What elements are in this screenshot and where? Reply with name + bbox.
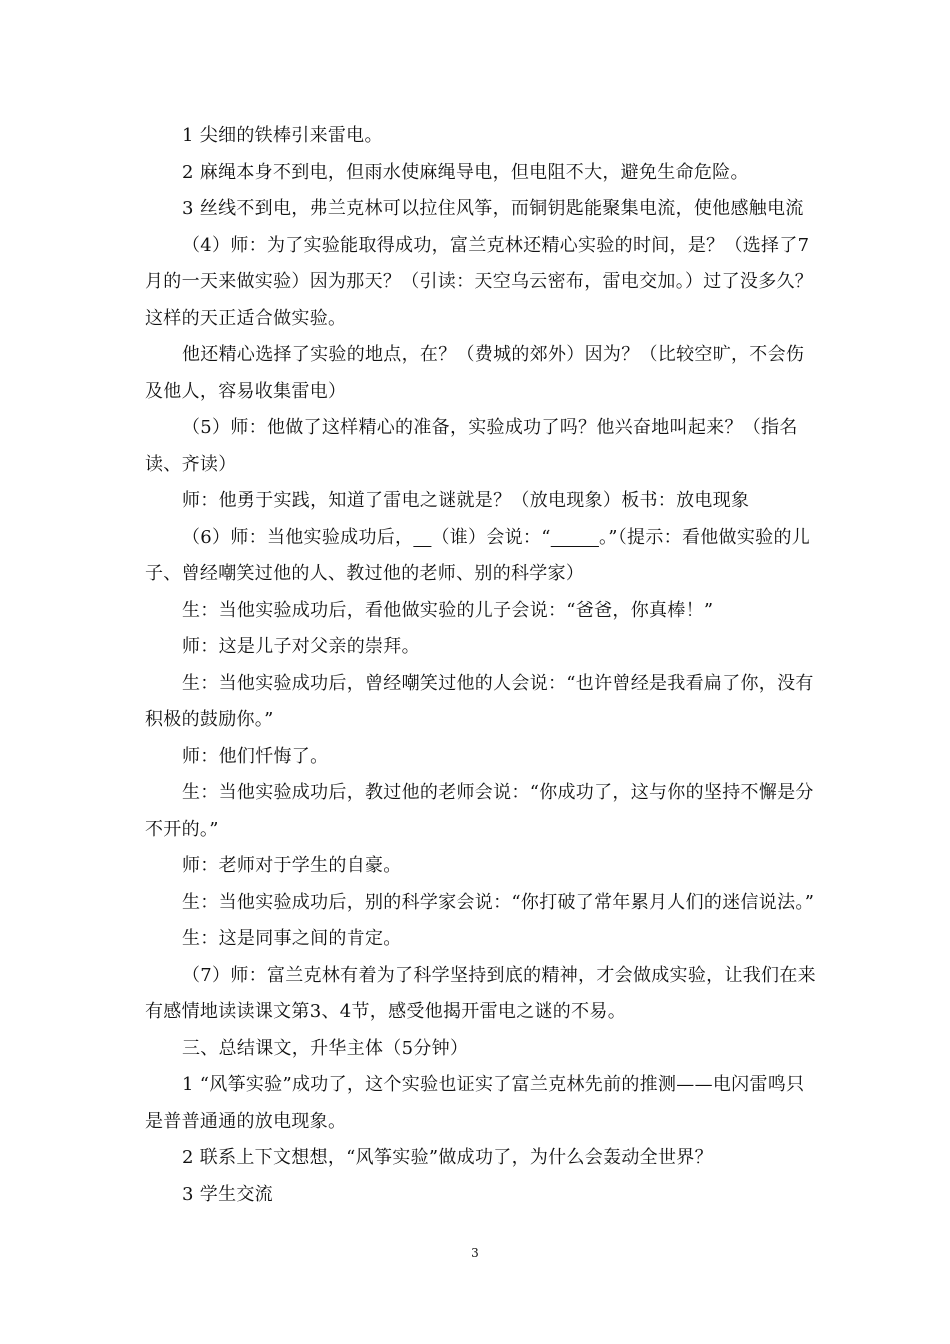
page-number: 3 — [471, 1246, 479, 1260]
paragraph: （7）师：富兰克林有着为了科学坚持到底的精神，才会做成实验，让我们在来有感情地读读课文第3、4节，感受他揭开雷电之谜的不易。 — [145, 964, 816, 1022]
paragraph: 1 “风筝实验”成功了，这个实验也证实了富兰克林先前的推测——电闪雷鸣只是普普通通的放电现象。 — [145, 1074, 805, 1132]
paragraph: 3 丝线不到电，弗兰克林可以拉住风筝，而铜钥匙能聚集电流，使他感触电流 — [182, 198, 804, 219]
paragraph: 师：他们忏悔了。 — [182, 745, 329, 767]
paragraph: 生：这是同事之间的肯定。 — [182, 928, 402, 949]
paragraph: （4）师：为了实验能取得成功，富兰克林还精心实验的时间，是？（选择了7月的一天来做实验）因为那天？（引读：天空乌云密布，雷电交加。）过了没多久？这样的天正适合做实验。 — [145, 234, 814, 329]
paragraph: 3 学生交流 — [182, 1183, 273, 1205]
paragraph: 师：老师对于学生的自豪。 — [182, 855, 402, 876]
paragraph: 2 麻绳本身不到电，但雨水使麻绳导电，但电阻不大，避免生命危险。 — [182, 161, 749, 183]
paragraph: 生：当他实验成功后，曾经嘲笑过他的人会说：“也许曾经是我看扁了你，没有积极的鼓励你。” — [145, 672, 814, 730]
blank-underline — [551, 527, 599, 548]
paragraph: 师：他勇于实践，知道了雷电之谜就是？（放电现象）板书：放电现象 — [182, 490, 750, 511]
paragraph-with-blanks — [145, 520, 820, 593]
blank-text-part1: （6）师：当他实验成功后， — [182, 526, 414, 548]
paragraph: 1 尖细的铁棒引来雷电。 — [182, 125, 383, 146]
blank-text-part3: 。”（提示：看他做实验的儿子、曾经嘲笑过他的人、教过他的老师、别的科学家） — [145, 526, 811, 584]
blank-text-part2: （谁）会说：“ — [431, 526, 551, 548]
section-heading: 三、总结课文，升华主体（5分钟） — [182, 1037, 469, 1059]
blank-underline — [413, 527, 431, 548]
paragraph: 师：这是儿子对父亲的崇拜。 — [182, 636, 420, 657]
paragraph: （5）师：他做了这样精心的准备，实验成功了吗？他兴奋地叫起来？（指名读、齐读） — [145, 417, 798, 475]
paragraph: 生：当他实验成功后，教过他的老师会说：“你成功了，这与你的坚持不懈是分不开的。” — [145, 782, 814, 840]
paragraph: 他还精心选择了实验的地点，在？（费城的郊外）因为？（比较空旷，不会伤及他人，容易收集雷电） — [145, 344, 805, 402]
paragraph: 2 联系上下文想想，“风筝实验”做成功了，为什么会轰动全世界？ — [182, 1147, 713, 1168]
paragraph: 生：当他实验成功后，别的科学家会说：“你打破了常年累月人们的迷信说法。” — [182, 891, 815, 913]
paragraph: 生：当他实验成功后，看他做实验的儿子会说：“爸爸，你真棒！” — [182, 599, 714, 621]
document-body — [145, 118, 820, 1213]
